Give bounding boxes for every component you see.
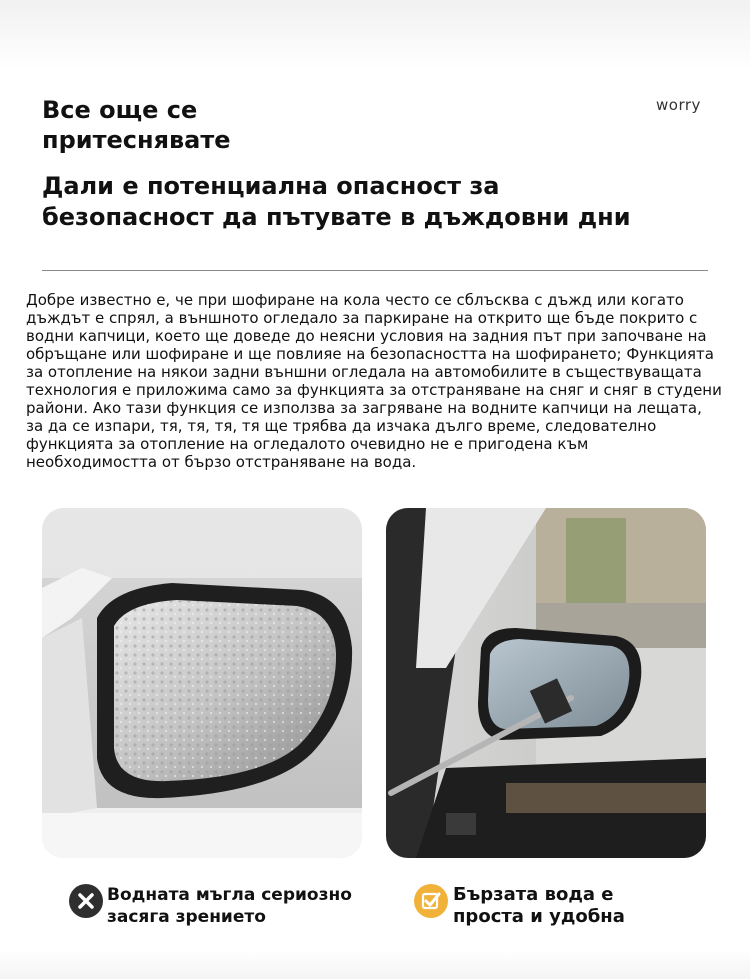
body-line: Добре известно е, че при шофиране на кола често се сблъсква с дъжд или когато <box>26 291 684 309</box>
body-line: необходимостта от бързо отстраняване на вода. <box>26 453 417 471</box>
headline-line-2: безопасност да пътувате в дъждовни дни <box>42 203 631 231</box>
body-line: функцията за отопление на огледалото очевидно не е пригодена към <box>26 435 589 453</box>
body-line: за да се изпари, тя, тя, тя, тя ще трябва да изчака дълго време, следователно <box>26 417 657 435</box>
headline-line-1: Дали е потенциална опасност за <box>42 172 500 200</box>
headline <box>42 171 682 233</box>
worry-title <box>42 95 231 155</box>
x-circle-icon <box>69 884 103 918</box>
worry-title-line-1: Все още се <box>42 96 198 124</box>
body-line: водни капчици, което ще доведе до неясни условия на задния път при започване на <box>26 327 707 345</box>
clear-mirror-photo <box>386 508 706 858</box>
divider <box>42 270 708 271</box>
caption-fast-water <box>453 884 703 928</box>
body-line: за отопление на някои задни външни огледала на автомобилите в съществуващата <box>26 363 702 381</box>
worry-title-line-2: притеснявате <box>42 126 231 154</box>
caption-water-fog <box>107 884 357 928</box>
foggy-mirror-illustration <box>42 508 362 858</box>
body-line: райони. Ако тази функция се използва за загряване на водните капчици на лещата, <box>26 399 702 417</box>
worry-tag: worry <box>656 96 701 114</box>
caption-line: проста и удобна <box>453 906 625 927</box>
body-line: технология е приложима само за функцията за отстраняване на сняг и сняг в студени <box>26 381 722 399</box>
clear-mirror-illustration <box>386 508 706 858</box>
body-paragraph <box>26 291 732 471</box>
caption-line: засяга зрението <box>107 907 266 927</box>
body-line: дъждът е спрял, а външното огледало за паркиране на открито ще бъде покрито с <box>26 309 698 327</box>
caption-line: Бързата вода е <box>453 884 614 905</box>
caption-line: Водната мъгла сериозно <box>107 885 352 905</box>
check-circle-icon <box>414 884 448 918</box>
body-line: обръщане или шофиране и ще повлияе на безопасността на шофирането; Функцията <box>26 345 714 363</box>
foggy-mirror-photo <box>42 508 362 858</box>
